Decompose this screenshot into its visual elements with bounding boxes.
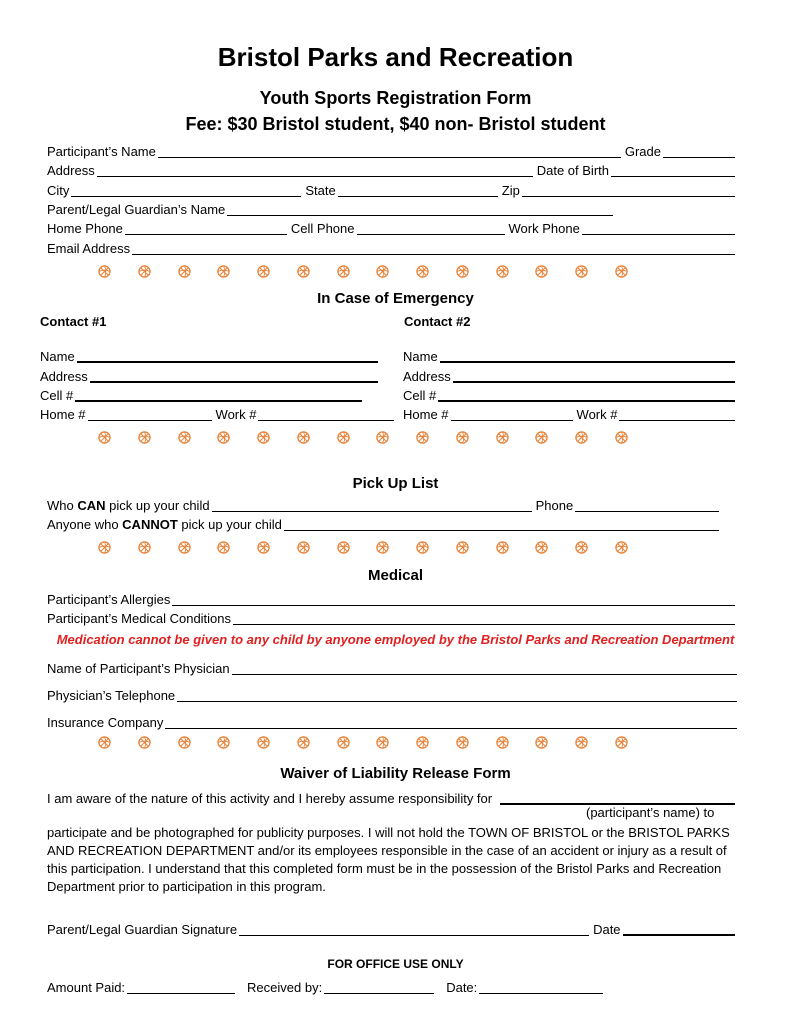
zip-field[interactable] <box>522 183 735 197</box>
basketball-icon <box>535 541 548 557</box>
contact2-name-row <box>403 347 739 365</box>
contact1-name-row <box>40 347 382 365</box>
zip-label: Zip <box>501 183 520 198</box>
basketball-icon <box>178 736 191 752</box>
home-phone-field[interactable] <box>125 221 287 235</box>
guardian-label: Parent/Legal Guardian’s Name <box>47 202 226 217</box>
pickup-heading: Pick Up List <box>352 475 439 492</box>
contact1-cell-label: Cell # <box>40 388 74 403</box>
contact1-address-label: Address <box>40 369 88 384</box>
basketball-icon <box>575 431 588 447</box>
signature-date-field[interactable] <box>623 921 735 936</box>
basketball-icon <box>138 265 151 281</box>
work-phone-label: Work Phone <box>508 221 580 236</box>
physician-phone-row <box>47 686 741 704</box>
pickup-cannot-field[interactable] <box>284 517 719 531</box>
address-field[interactable] <box>97 163 533 177</box>
basketball-icon <box>98 265 111 281</box>
basketball-icon <box>575 541 588 557</box>
allergies-row <box>47 590 739 608</box>
participant-name-label: Participant’s Name <box>47 144 156 159</box>
office-heading: FOR OFFICE USE ONLY <box>327 957 464 971</box>
medical-heading: Medical <box>367 567 424 584</box>
contact2-work-label: Work # <box>576 407 618 422</box>
contact1-work-label: Work # <box>215 407 257 422</box>
contact2-address-row <box>403 367 739 385</box>
basketball-icon <box>535 431 548 447</box>
physician-field[interactable] <box>232 661 737 675</box>
form-subtitle: Youth Sports Registration Form <box>259 88 532 108</box>
contact2-cell-row <box>403 386 739 404</box>
basketball-icon <box>575 736 588 752</box>
waiver-heading: Waiver of Liability Release Form <box>280 765 511 782</box>
physician-phone-label: Physician’s Telephone <box>47 688 176 703</box>
basketball-icon <box>535 736 548 752</box>
dob-label: Date of Birth <box>536 163 609 178</box>
basketball-icon <box>217 265 230 281</box>
basketball-icon <box>297 541 310 557</box>
contact2-cell-label: Cell # <box>403 388 437 403</box>
allergies-field[interactable] <box>172 592 735 606</box>
basketball-icon <box>376 431 389 447</box>
basketball-icon <box>496 541 509 557</box>
received-by-label: Received by: <box>247 980 323 995</box>
signature-label: Parent/Legal Guardian Signature <box>47 922 238 937</box>
participant-name-row <box>47 142 739 160</box>
basketball-icon <box>337 736 350 752</box>
ball-divider <box>98 431 628 447</box>
form-title: Bristol Parks and Recreation <box>217 42 574 72</box>
contact1-address-row <box>40 367 382 385</box>
conditions-row <box>47 609 739 627</box>
home-phone-label: Home Phone <box>47 221 123 236</box>
contact1-cell-row <box>40 386 366 404</box>
address-label: Address <box>47 163 95 178</box>
email-field[interactable] <box>132 241 735 255</box>
contact2-cell-field[interactable] <box>438 387 735 402</box>
dob-field[interactable] <box>611 163 735 177</box>
basketball-icon <box>178 541 191 557</box>
pickup-can-row <box>47 496 723 514</box>
waiver-body: participate and be photographed for publicity purposes. I will not hold the TOWN OF BRISTOL or the BRISTOL PARKS AND RECREATION DEPARTMENT and/or its employees responsible in the case of an accident or injury as a result of this participation. I understand that this completed form must be in the possession of the Bristol Parks and Recreation Department prior to participation in this program. <box>47 825 730 894</box>
basketball-icon <box>217 541 230 557</box>
email-row <box>47 239 739 257</box>
medication-warning: Medication cannot be given to any child by anyone employed by the Bristol Parks and Recreation Department <box>56 632 735 647</box>
contact2-name-label: Name <box>403 349 438 364</box>
insurance-row <box>47 713 741 731</box>
basketball-icon <box>376 265 389 281</box>
basketball-icon <box>615 431 628 447</box>
contact1-phones-row <box>40 405 398 423</box>
basketball-icon <box>496 265 509 281</box>
contact2-home-label: Home # <box>403 407 449 422</box>
cell-phone-label: Cell Phone <box>290 221 355 236</box>
pickup-phone-field[interactable] <box>575 498 719 512</box>
basketball-icon <box>337 431 350 447</box>
basketball-icon <box>337 265 350 281</box>
amount-paid-label: Amount Paid: <box>47 980 126 995</box>
participant-name-field[interactable] <box>158 144 621 158</box>
office-date-label: Date: <box>446 980 478 995</box>
email-label: Email Address <box>47 241 131 256</box>
contact1-home-field[interactable] <box>88 407 212 421</box>
contact2-phones-row <box>403 405 739 423</box>
contact1-home-label: Home # <box>40 407 86 422</box>
city-label: City <box>47 183 70 198</box>
contact1-heading: Contact #1 <box>40 314 107 329</box>
basketball-icon <box>178 265 191 281</box>
state-label: State <box>305 183 336 198</box>
signature-field[interactable] <box>239 922 589 936</box>
basketball-icon <box>535 265 548 281</box>
basketball-icon <box>257 265 270 281</box>
basketball-icon <box>575 265 588 281</box>
participant-name-note: (participant’s name) to <box>586 805 715 820</box>
basketball-icon <box>416 541 429 557</box>
physician-row <box>47 659 741 677</box>
waiver-line1: I am aware of the nature of this activity and I hereby assume responsibility for <box>47 791 493 806</box>
basketball-icon <box>416 265 429 281</box>
pickup-can-field[interactable] <box>212 498 532 512</box>
physician-phone-field[interactable] <box>177 688 737 702</box>
pickup-can-suffix: pick up your child <box>105 498 210 513</box>
insurance-field[interactable] <box>165 715 737 729</box>
basketball-icon <box>217 431 230 447</box>
signature-row <box>47 920 739 938</box>
basketball-icon <box>297 431 310 447</box>
basketball-icon <box>257 541 270 557</box>
conditions-label: Participant’s Medical Conditions <box>47 611 232 626</box>
pickup-cannot-row <box>47 515 723 533</box>
basketball-icon <box>615 736 628 752</box>
pickup-cannot-word: CANNOT <box>122 517 178 532</box>
waiver-participant-field[interactable] <box>500 790 735 805</box>
basketball-icon <box>376 736 389 752</box>
work-phone-field[interactable] <box>582 221 735 235</box>
basketball-icon <box>297 736 310 752</box>
basketball-icon <box>416 736 429 752</box>
emergency-heading: In Case of Emergency <box>317 290 474 307</box>
basketball-icon <box>456 736 469 752</box>
contact1-name-label: Name <box>40 349 75 364</box>
pickup-cannot-prefix: Anyone who <box>47 517 123 532</box>
pickup-can-prefix: Who <box>47 498 78 513</box>
basketball-icon <box>138 541 151 557</box>
contact1-cell-field[interactable] <box>75 387 362 402</box>
office-date-field[interactable] <box>479 980 603 994</box>
address-row <box>47 161 739 179</box>
city-field[interactable] <box>71 183 301 197</box>
basketball-icon <box>496 431 509 447</box>
grade-field[interactable] <box>663 144 735 158</box>
physician-label: Name of Participant’s Physician <box>47 661 230 676</box>
contact2-name-field[interactable] <box>440 348 735 363</box>
basketball-icon <box>98 736 111 752</box>
contact1-work-field[interactable] <box>258 407 394 421</box>
basketball-icon <box>416 431 429 447</box>
guardian-field[interactable] <box>227 202 613 216</box>
insurance-label: Insurance Company <box>47 715 164 730</box>
basketball-icon <box>138 736 151 752</box>
received-by-field[interactable] <box>324 980 434 994</box>
city-row <box>47 181 739 199</box>
amount-paid-field[interactable] <box>127 980 235 994</box>
basketball-icon <box>456 265 469 281</box>
basketball-icon <box>138 431 151 447</box>
basketball-icon <box>337 541 350 557</box>
basketball-icon <box>257 736 270 752</box>
contact2-home-field[interactable] <box>451 407 573 421</box>
ball-divider <box>98 736 628 752</box>
fee-line: Fee: $30 Bristol student, $40 non- Bristol student <box>185 114 606 134</box>
state-field[interactable] <box>338 183 498 197</box>
pickup-can-word: CAN <box>77 498 106 513</box>
phone-row <box>47 219 739 237</box>
cell-phone-field[interactable] <box>357 221 505 235</box>
basketball-icon <box>217 736 230 752</box>
basketball-icon <box>456 431 469 447</box>
grade-label: Grade <box>624 144 661 159</box>
guardian-row <box>47 200 617 218</box>
contact2-address-field[interactable] <box>453 368 735 383</box>
pickup-cannot-suffix: pick up your child <box>177 517 282 532</box>
pickup-phone-label: Phone <box>535 498 574 513</box>
contact2-heading: Contact #2 <box>404 314 471 329</box>
contact1-name-field[interactable] <box>77 348 378 363</box>
allergies-label: Participant’s Allergies <box>47 592 171 607</box>
ball-divider <box>98 265 628 281</box>
signature-date-label: Date <box>593 922 621 937</box>
basketball-icon <box>615 265 628 281</box>
basketball-icon <box>456 541 469 557</box>
contact1-address-field[interactable] <box>90 368 378 383</box>
basketball-icon <box>615 541 628 557</box>
basketball-icon <box>297 265 310 281</box>
basketball-icon <box>376 541 389 557</box>
basketball-icon <box>98 431 111 447</box>
conditions-field[interactable] <box>233 611 735 625</box>
office-row <box>47 978 607 996</box>
basketball-icon <box>496 736 509 752</box>
contact2-work-field[interactable] <box>619 407 735 421</box>
contact2-address-label: Address <box>403 369 451 384</box>
ball-divider <box>98 541 628 557</box>
basketball-icon <box>178 431 191 447</box>
basketball-icon <box>257 431 270 447</box>
basketball-icon <box>98 541 111 557</box>
